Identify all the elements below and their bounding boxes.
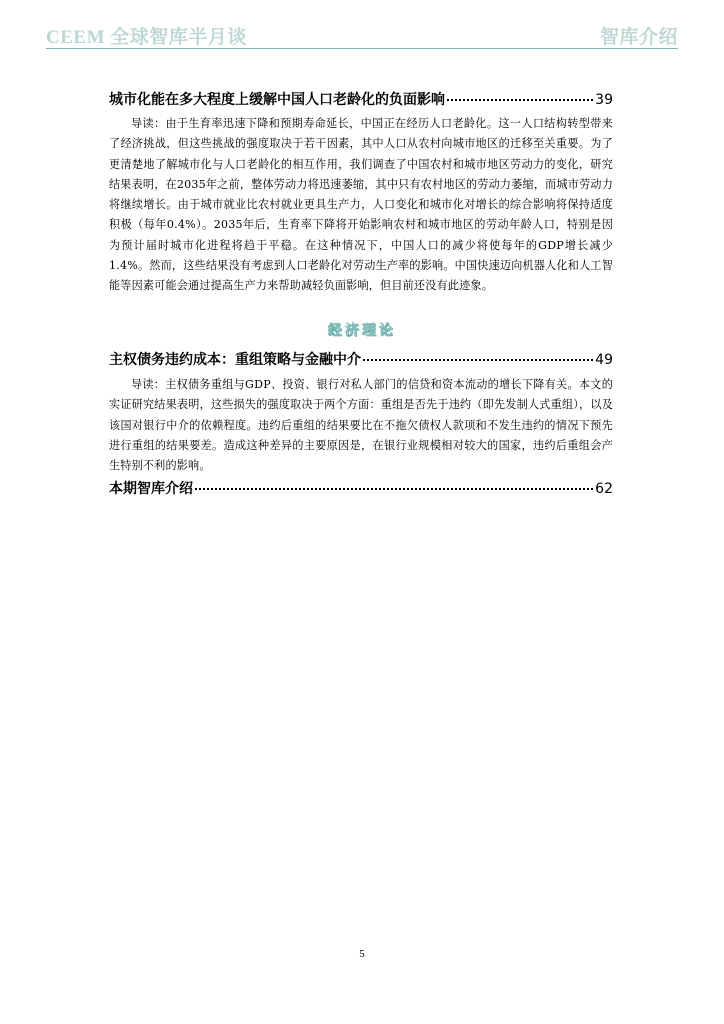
toc-entry-think-tank-intro[interactable] (109, 478, 613, 498)
header-publication-title: CEEM 全球智库半月谈 (46, 27, 247, 48)
running-header (46, 22, 678, 49)
toc-entry-title: 主权债务违约成本：重组策略与金融中介 (109, 352, 361, 368)
section-heading: 经济理论 (328, 323, 396, 339)
toc-entry-summary: 导读：主权债务重组与GDP、投资、银行对私人部门的信贷和资本流动的增长下降有关。本文的实证研究结果表明，这些损失的强度取决于两个方面：重组是否先于违约（即先发制人式重组），以及该国对银行中介的依赖程度。违约后重组的结果要比在不拖欠债权人款项和不发生违约的情况下预先进行重组的结果要差。造成这种差异的主要原因是，在银行业规模相对较大的国家，违约后重组会产生特别不利的影响。 (109, 378, 613, 473)
page-number: 5 (359, 948, 365, 960)
toc-entry-page: 49 (595, 352, 613, 368)
dot-leader (195, 488, 593, 490)
dot-leader (363, 359, 593, 361)
header-section-title: 智库介绍 (599, 27, 678, 48)
toc-entry-title: 本期智库介绍 (109, 481, 193, 497)
toc-entry-summary: 导读：由于生育率迅速下降和预期寿命延长，中国正在经历人口老龄化。这一人口结构转型带来了经济挑战，但这些挑战的强度取决于若干因素，其中人口从农村向城市地区的迁移至关重要。为了更清楚地了解城市化与人口老龄化的相互作用，我们调查了中国农村和城市地区劳动力的变化，研究结果表明，在2035年之前，整体劳动力将迅速萎缩，其中只有农村地区的劳动力萎缩，而城市劳动力将继续增长。由于城市就业比农村就业更具生产力，人口变化和城市化对增长的综合影响将保持适度积极（每年0.4%）。2035年后，生育率下降将开始影响农村和城市地区的劳动年龄人口，特别是因为预计届时城市化进程将趋于平稳。在这种情况下，中国人口的减少将使每年的GDP增长减少1.4%。然而，这些结果没有考虑到人口老龄化对劳动生产率的影响。中国快速迈向机器人化和人工智能等因素可能会通过提高生产力来帮助减轻负面影响，但目前还没有此迹象。 (109, 117, 613, 293)
toc-entry-page: 39 (595, 92, 613, 108)
toc-entry-title: 城市化能在多大程度上缓解中国人口老龄化的负面影响 (109, 92, 445, 108)
toc-entry-page: 62 (595, 481, 613, 497)
toc-entry-urbanization[interactable] (109, 89, 613, 109)
dot-leader (447, 99, 593, 101)
toc-entry-sovereign-debt[interactable] (109, 349, 613, 369)
